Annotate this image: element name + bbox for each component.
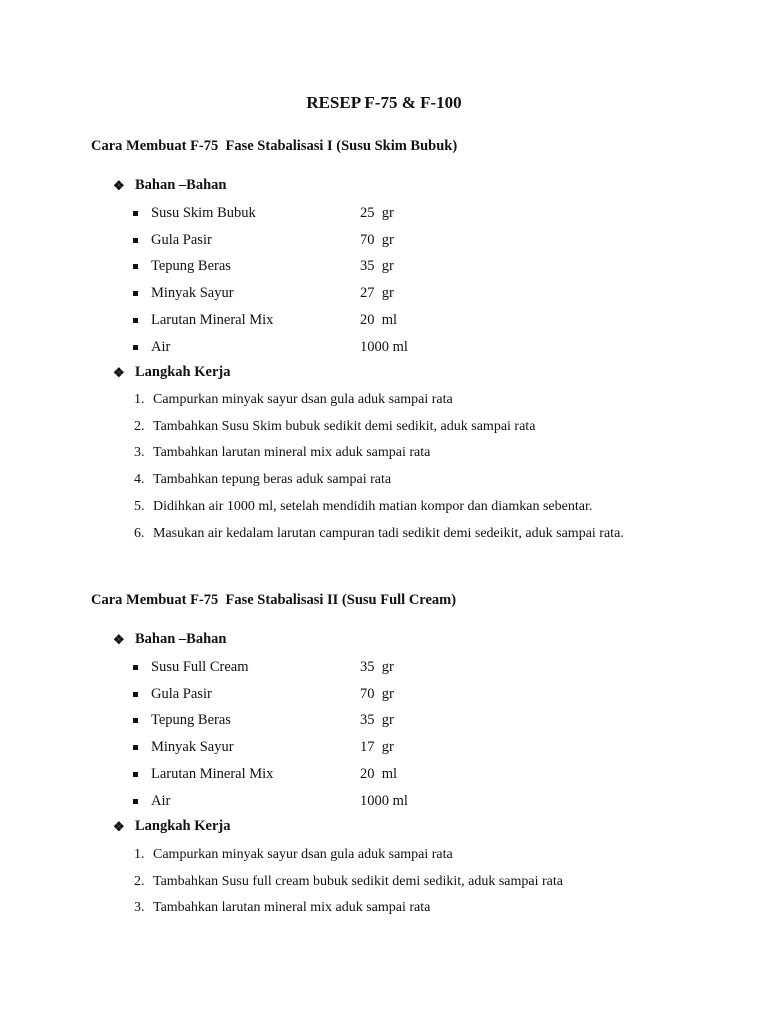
square-bullet-icon <box>133 718 138 723</box>
steps-heading <box>113 364 230 381</box>
ingredient-item <box>133 283 394 303</box>
step-text: Campurkan minyak sayur dsan gula aduk sampai rata <box>153 847 453 862</box>
ingredient-qty: 1000 ml <box>360 792 408 809</box>
step-text: Masukan air kedalam larutan campuran tadi sedikit demi sedeikit, aduk sampai rata. <box>153 526 624 541</box>
ingredient-item <box>133 737 394 757</box>
ingredient-qty: 17 gr <box>360 738 394 755</box>
ingredient-name: Air <box>151 338 171 355</box>
ingredient-name: Tepung Beras <box>151 257 231 274</box>
ingredient-item <box>133 230 394 250</box>
square-bullet-icon <box>133 318 138 323</box>
step-item <box>134 524 624 544</box>
ingredient-qty: 35 gr <box>360 711 394 728</box>
ingredient-name: Susu Skim Bubuk <box>151 204 256 221</box>
ingredient-name: Larutan Mineral Mix <box>151 765 274 782</box>
ingredient-item <box>133 256 394 276</box>
ingredient-item <box>133 310 397 330</box>
ingredient-name: Air <box>151 792 171 809</box>
step-item <box>134 470 391 490</box>
square-bullet-icon <box>133 291 138 296</box>
square-bullet-icon <box>133 238 138 243</box>
ingredients-heading <box>113 177 226 194</box>
steps-heading <box>113 818 230 835</box>
step-number: 3. <box>134 900 145 915</box>
ingredient-item <box>133 203 394 223</box>
square-bullet-icon <box>133 745 138 750</box>
square-bullet-icon <box>133 211 138 216</box>
step-number: 3. <box>134 445 145 460</box>
ingredient-qty: 70 gr <box>360 685 394 702</box>
steps-label: Langkah Kerja <box>135 818 231 834</box>
diamond-bullet-icon: ❖ <box>113 177 125 193</box>
section-heading: Cara Membuat F-75 Fase Stabalisasi I (Susu Skim Bubuk) <box>91 138 458 154</box>
ingredient-item <box>133 791 408 811</box>
ingredient-item <box>133 764 397 784</box>
step-text: Tambahkan larutan mineral mix aduk sampai rata <box>153 900 431 915</box>
ingredient-name: Susu Full Cream <box>151 658 249 675</box>
square-bullet-icon <box>133 665 138 670</box>
document-title: RESEP F-75 & F-100 <box>306 93 462 112</box>
step-text: Tambahkan Susu full cream bubuk sedikit demi sedikit, aduk sampai rata <box>153 874 563 889</box>
ingredients-label: Bahan –Bahan <box>135 631 227 647</box>
ingredient-item <box>133 710 394 730</box>
step-number: 2. <box>134 874 145 889</box>
diamond-bullet-icon: ❖ <box>113 818 125 834</box>
diamond-bullet-icon: ❖ <box>113 631 125 647</box>
ingredient-qty: 20 ml <box>360 765 398 782</box>
ingredient-item <box>133 657 394 677</box>
step-item <box>134 390 453 410</box>
square-bullet-icon <box>133 692 138 697</box>
ingredient-name: Gula Pasir <box>151 685 212 702</box>
steps-label: Langkah Kerja <box>135 364 231 380</box>
ingredient-qty: 1000 ml <box>360 338 408 355</box>
ingredient-name: Gula Pasir <box>151 231 212 248</box>
section-heading: Cara Membuat F-75 Fase Stabalisasi II (Susu Full Cream) <box>91 592 457 608</box>
step-item <box>134 497 592 517</box>
step-number: 1. <box>134 847 145 862</box>
ingredient-qty: 20 ml <box>360 311 398 328</box>
square-bullet-icon <box>133 345 138 350</box>
ingredient-qty: 25 gr <box>360 204 394 221</box>
step-item <box>134 417 535 437</box>
step-number: 4. <box>134 472 145 487</box>
step-text: Tambahkan larutan mineral mix aduk sampai rata <box>153 445 431 460</box>
step-text: Tambahkan tepung beras aduk sampai rata <box>153 472 392 487</box>
step-item <box>134 443 430 463</box>
ingredient-qty: 70 gr <box>360 231 394 248</box>
step-item <box>134 872 563 892</box>
step-number: 1. <box>134 392 145 407</box>
step-item <box>134 898 430 918</box>
ingredient-item <box>133 337 408 357</box>
square-bullet-icon <box>133 799 138 804</box>
square-bullet-icon <box>133 264 138 269</box>
ingredients-heading <box>113 631 226 648</box>
ingredient-name: Larutan Mineral Mix <box>151 311 274 328</box>
step-text: Tambahkan Susu Skim bubuk sedikit demi sedikit, aduk sampai rata <box>153 419 536 434</box>
ingredient-item <box>133 684 394 704</box>
step-text: Campurkan minyak sayur dsan gula aduk sampai rata <box>153 392 453 407</box>
step-number: 6. <box>134 526 145 541</box>
ingredient-qty: 35 gr <box>360 658 394 675</box>
ingredient-name: Minyak Sayur <box>151 738 234 755</box>
diamond-bullet-icon: ❖ <box>113 364 125 380</box>
square-bullet-icon <box>133 772 138 777</box>
step-text: Didihkan air 1000 ml, setelah mendidih matian kompor dan diamkan sebentar. <box>153 499 593 514</box>
ingredient-name: Tepung Beras <box>151 711 231 728</box>
ingredient-qty: 35 gr <box>360 257 394 274</box>
ingredients-label: Bahan –Bahan <box>135 177 227 193</box>
step-number: 2. <box>134 419 145 434</box>
ingredient-name: Minyak Sayur <box>151 284 234 301</box>
step-item <box>134 845 453 865</box>
ingredient-qty: 27 gr <box>360 284 394 301</box>
step-number: 5. <box>134 499 145 514</box>
